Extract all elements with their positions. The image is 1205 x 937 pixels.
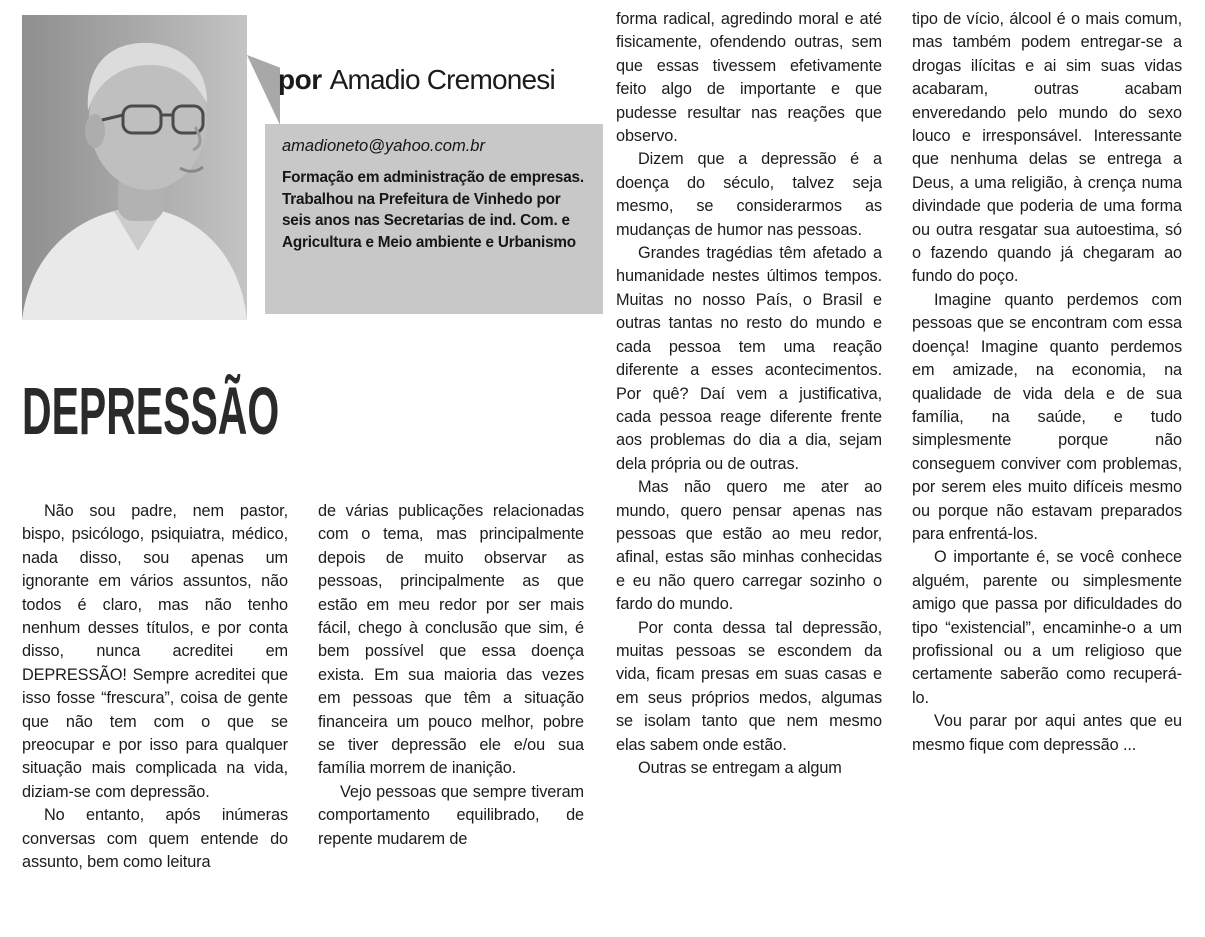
paragraph: Dizem que a depressão é a doença do século, talvez seja mesmo, se considerarmos as mudanças de humor nas pessoas.	[616, 150, 882, 239]
byline-prefix: por	[278, 64, 322, 95]
paragraph: Mas não quero me ater ao mundo, quero pensar apenas nas pessoas que estão ao meu redor, afinal, estas são minhas conhecidas e eu não quero carregar sozinho o fardo do mundo.	[616, 478, 882, 614]
author-photo-image	[22, 15, 247, 320]
text-column-3	[616, 8, 882, 780]
article-title: DEPRESSÃO	[22, 373, 280, 449]
byline-author: Amadio Cremonesi	[329, 64, 555, 95]
paragraph: Imagine quanto perdemos com pessoas que se encontram com essa doença! Imagine quanto perdemos em amizade, na economia, na qualidade de vida dela e de sua família, na saúde, e tudo simplesmente porque não conseguem conviver com problemas, por serem eles muito difíceis mesmo ou porque não estavam preparados para enfrentá-los.	[912, 290, 1182, 543]
paragraph: Vou parar por aqui antes que eu mesmo fique com depressão ...	[912, 712, 1182, 754]
paragraph: No entanto, após inúmeras conversas com quem entende do assunto, bem como leitura	[22, 806, 288, 872]
author-bio: Formação em administração de empresas. Trabalhou na Prefeitura de Vinhedo por seis anos nas Secretarias de ind. Com. e Agricultura e Meio ambiente e Urbanismo	[282, 169, 584, 251]
paragraph: Vejo pessoas que sempre tiveram comportamento equilibrado, de repente mudarem de	[318, 782, 584, 848]
paragraph: forma radical, agredindo moral e até fisicamente, ofendendo outras, sem que essas tivessem efetivamente feito algo de importante e que pudesse resultar nas reações que observo.	[616, 10, 882, 146]
paragraph: Outras se entregam a algum	[638, 759, 842, 777]
paragraph: Por conta dessa tal depressão, muitas pessoas se escondem da vida, ficam presas em suas casas e em seus próprios medos, algumas se isolam tanto que nem mesmo elas sabem onde estão.	[616, 618, 882, 754]
text-column-2	[318, 500, 584, 851]
author-info-box	[265, 124, 603, 314]
author-photo	[22, 15, 247, 320]
author-email: amadioneto@yahoo.com.br	[282, 137, 485, 155]
paragraph: O importante é, se você conhece alguém, parente ou simplesmente amigo que passa por dificuldades do tipo “existencial”, encaminhe-o a um profissional ou a um religioso que certamente saberão como recuperá-lo.	[912, 548, 1182, 707]
paragraph: tipo de vício, álcool é o mais comum, mas também podem entregar-se a drogas ilícitas e ai sim suas vidas acabaram, outras acabam enveredando pelo mundo do sexo louco e irresponsável. Interessante que nenhuma delas se entrega a Deus, a uma religião, à crença numa divindade que poderia de uma forma ou outra resgatar sua autoestima, só o fazendo quando já chegaram ao fundo do poço.	[912, 10, 1182, 286]
text-column-4	[912, 8, 1182, 757]
paragraph: de várias publicações relacionadas com o tema, mas principalmente depois de muito observar as pessoas, principalmente as que estão em meu redor por ser mais fácil, chego à conclusão que sim, é bem possível que essa doença exista. Em sua maioria das vezes em pessoas que têm a situação financeira um pouco melhor, pobre se tiver depressão ele e/ou sua família morrem de inanição.	[318, 502, 584, 778]
byline	[278, 64, 555, 96]
paragraph: Não sou padre, nem pastor, bispo, psicólogo, psiquiatra, médico, nada disso, sou apenas um ignorante em vários assuntos, não todos é claro, mas não tenho nenhum desses títulos, e por conta disso, nunca acreditei em DEPRESSÃO! Sempre acreditei que isso fosse “frescura”, coisa de gente que não tem com o que se preocupar e por isso para qualquer situação mais complicada na vida, diziam-se com depressão.	[22, 502, 288, 801]
paragraph: Grandes tragédias têm afetado a humanidade nestes últimos tempos. Muitas no nosso País, o Brasil e outras tantas no resto do mundo e cada pessoa tem uma reação diferente a esses acontecimentos. Por quê? Daí vem a justificativa, cada pessoa reage diferente frente aos problemas do dia a dia, sejam dela própria ou de outras.	[616, 244, 882, 473]
text-column-1	[22, 500, 288, 875]
speech-bubble-tail-icon	[247, 55, 280, 125]
